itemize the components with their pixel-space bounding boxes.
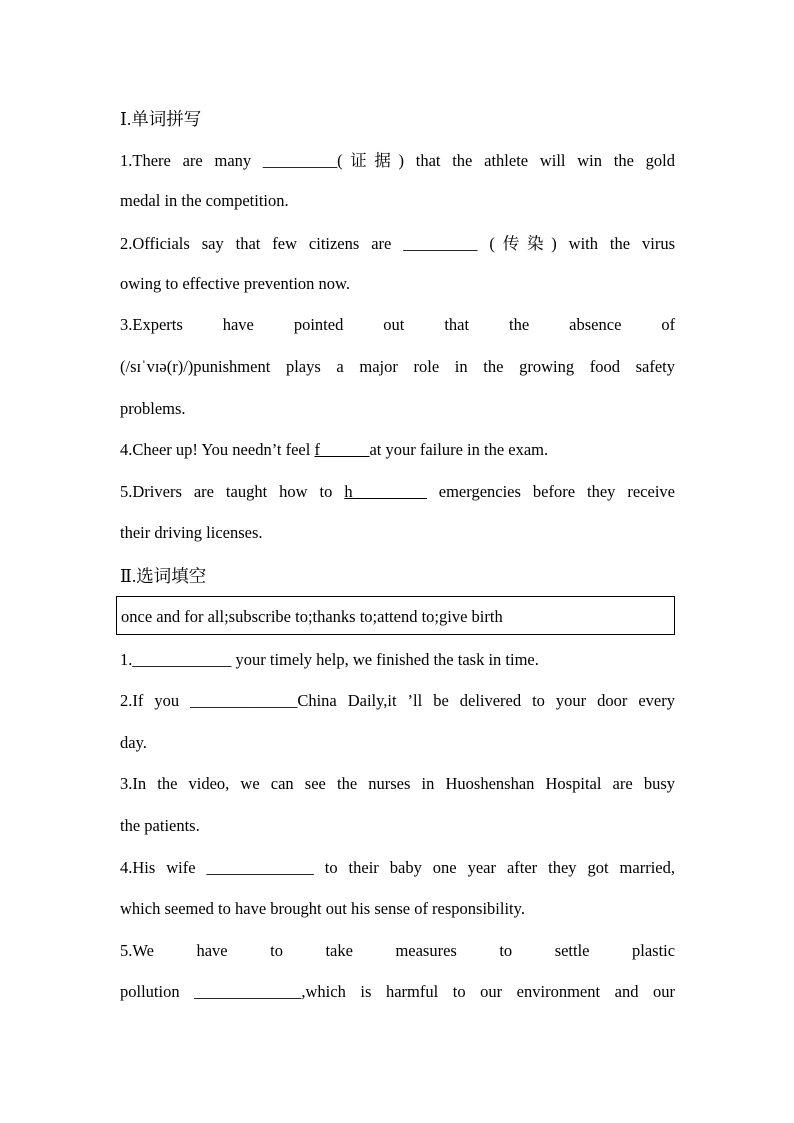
s1-q3-word: out	[383, 315, 405, 334]
s1-q1-line2: medal in the competition.	[120, 191, 289, 210]
s1-q2-line1: 2.Officials say that few citizens are _________ (传染) with the virus	[120, 234, 675, 253]
s1-q3-word: pointed	[293, 315, 344, 334]
s2-q5-word: 5.We	[120, 941, 154, 960]
s2-q5-word: plastic	[632, 941, 676, 960]
s2-q3-line2: the patients.	[120, 816, 200, 835]
s1-q2-line2: owing to effective prevention now.	[120, 274, 351, 293]
s1-q3-word: absence	[569, 315, 622, 334]
word-bank-box	[116, 596, 675, 635]
word-bank-text: once and for all;subscribe to;thanks to;attend to;give birth	[121, 607, 503, 626]
s1-q3-word: of	[661, 315, 676, 334]
s1-q3-word: 3.Experts	[120, 315, 183, 334]
s2-q3-line1: 3.In the video, we can see the nurses in Huoshenshan Hospital are busy	[120, 774, 675, 793]
s2-q5-word: take	[325, 941, 353, 960]
s1-q4-post: at your failure in the exam.	[369, 440, 549, 459]
s2-q2-line2: day.	[120, 733, 147, 752]
s1-q5-pre: 5.Drivers are taught how to	[120, 482, 345, 501]
s2-q5-word: have	[196, 941, 228, 960]
s1-q3-word: the	[509, 315, 530, 334]
s1-q3-word: that	[444, 315, 470, 334]
s2-q5-word: to	[499, 941, 513, 960]
s1-q3-word: have	[222, 315, 254, 334]
section-2-heading: Ⅱ.选词填空	[120, 566, 207, 586]
s2-q5-word: to	[270, 941, 283, 960]
s1-q5-post: emergencies before they receive	[426, 482, 675, 501]
s1-q1-line1: 1.There are many _________(证据) that the athlete will win the gold	[120, 151, 675, 170]
s1-q5-line2: their driving licenses.	[120, 523, 263, 542]
s2-q5-word: settle	[554, 941, 590, 960]
s1-q5-blank: h_________	[344, 482, 427, 501]
s2-q1-line1: 1.____________ your timely help, we finished the task in time.	[120, 650, 539, 669]
s1-q4-pre: 4.Cheer up! You needn’t feel	[120, 440, 315, 459]
s1-q5-line1	[120, 482, 675, 502]
section-1-heading: Ⅰ.单词拼写	[120, 109, 202, 129]
s2-q2-line1: 2.If you _____________China Daily,it ’ll be delivered to your door every	[120, 691, 675, 710]
s2-q5-word: measures	[395, 941, 457, 960]
s1-q3-line1	[120, 315, 675, 335]
s2-q5-line1	[120, 941, 675, 961]
s1-q4-line1	[120, 440, 675, 460]
s1-q3-line2: (/sɪˈvɪə(r)/)punishment plays a major role in the growing food safety	[120, 357, 675, 376]
s1-q3-line3: problems.	[120, 399, 186, 418]
s1-q4-blank: f______	[314, 440, 370, 459]
s2-q4-line2: which seemed to have brought out his sense of responsibility.	[120, 899, 525, 918]
s2-q4-line1: 4.His wife _____________ to their baby one year after they got married,	[120, 858, 675, 877]
s2-q5-line2: pollution _____________,which is harmful to our environment and our	[120, 982, 675, 1001]
